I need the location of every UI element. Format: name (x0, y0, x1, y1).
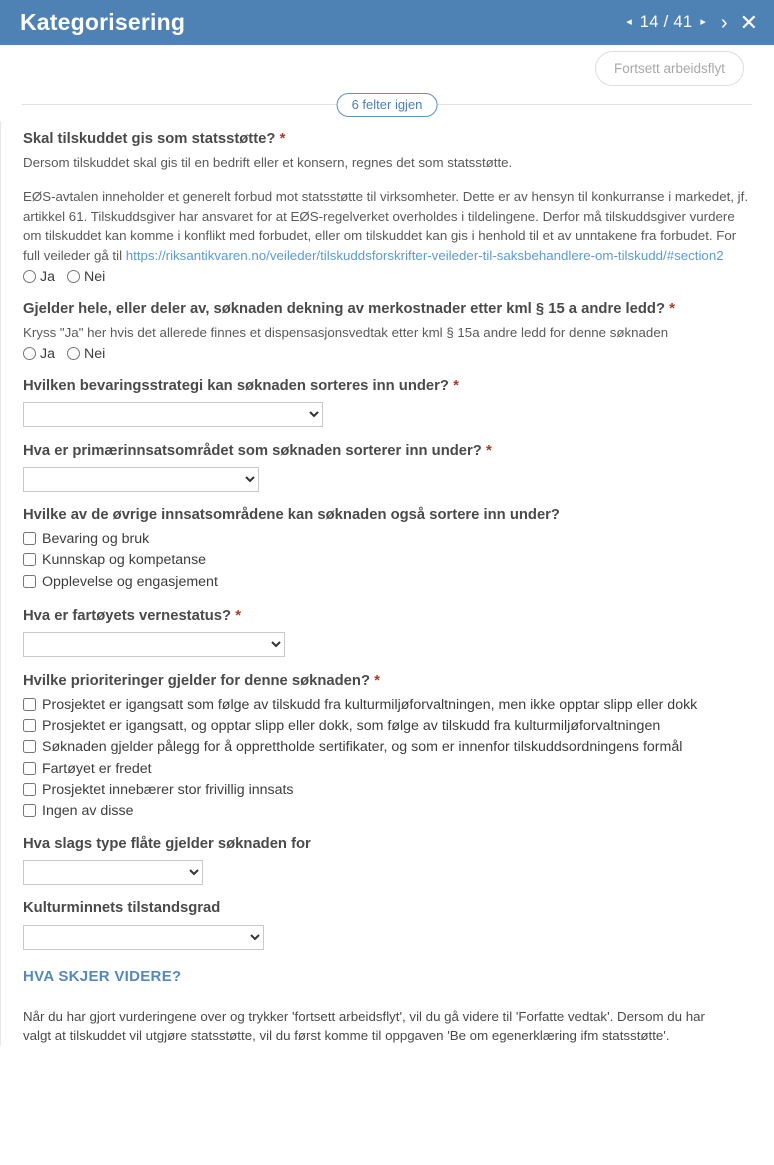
dialog-titlebar (0, 0, 774, 45)
label-text: Hva er primærinnsatsområdet som søknaden sorterer inn under? (23, 442, 482, 459)
field-description-long (23, 187, 752, 266)
field-description-short: Dersom tilskuddet skal gis til en bedrift eller et konsern, regnes det som statsstøtte. (23, 155, 513, 171)
field-label (23, 606, 752, 626)
continue-workflow-button[interactable]: Fortsett arbeidsflyt (595, 51, 744, 86)
label-text: Hva er fartøyets vernestatus? (23, 607, 232, 624)
veileder-link[interactable]: https://riksantikvaren.no/veileder/tilskuddsforskrifter-veileder-til-saksbehandlere-om-tilskudd/#section2 (125, 247, 724, 263)
field-ovrige-innsatsomrader (23, 506, 752, 592)
field-label (23, 441, 752, 461)
description-body: EØS-avtalen inneholder et generelt forbud mot statsstøtte til virksomheter. Dette er av hensyn til konkurranse i markedet, jf. artikkel 61. Tilskuddsgiver har ansvaret for at EØS-regelverket overholdes i tildelingene. Derfor må tilskuddsgiver vurdere om tilskuddet kan komme i konflikt med forbudet, eller om tilskuddet kan gis i henhold til et av unntakene fra forbudet. For full veileder gå til (23, 188, 749, 263)
checkbox-option[interactable] (23, 572, 752, 592)
required-marker: * (453, 376, 459, 394)
radio-option-ja[interactable] (23, 269, 55, 285)
field-flatetype (23, 835, 752, 885)
select-primarinnsatsomrade[interactable] (23, 467, 259, 492)
checkbox-option[interactable] (23, 550, 752, 570)
checkbox-input[interactable] (23, 532, 36, 545)
form-content (0, 121, 774, 1046)
label-text: Hvilke prioriteringer gjelder for denne søknaden? (23, 672, 370, 689)
triangle-right-icon[interactable]: ▸ (700, 16, 706, 28)
checkbox-label: Bevaring og bruk (42, 531, 150, 548)
checkbox-input[interactable] (23, 740, 36, 753)
radio-input-ja[interactable] (23, 347, 36, 360)
checkbox-label: Fartøyet er fredet (42, 760, 152, 777)
record-counter: 14 / 41 (639, 13, 693, 31)
checkbox-input[interactable] (23, 698, 36, 711)
checkbox-input[interactable] (23, 553, 36, 566)
radio-group-statsstotte (23, 269, 752, 285)
field-primarinnsatsomrade (23, 441, 752, 492)
checkbox-option[interactable] (23, 716, 752, 736)
radio-input-nei[interactable] (67, 347, 80, 360)
field-prioriteringer (23, 671, 752, 821)
progress-divider (0, 93, 774, 117)
checkbox-option[interactable] (23, 780, 752, 800)
label-text: Skal tilskuddet gis som statsstøtte? (23, 131, 276, 147)
radio-label-ja: Ja (40, 268, 55, 285)
checkbox-input[interactable] (23, 804, 36, 817)
dialog-toolbar (0, 45, 774, 91)
required-marker: * (279, 130, 286, 147)
checkbox-label: Prosjektet innebærer stor frivillig innsats (42, 781, 294, 798)
radio-input-ja[interactable] (23, 270, 36, 283)
radio-option-nei[interactable] (67, 346, 105, 362)
field-vernestatus (23, 606, 752, 657)
checkbox-input[interactable] (23, 575, 36, 588)
checkbox-label: Prosjektet er igangsatt, og opptar slipp eller dokk, som følge av tilskudd fra kulturmiljøforvaltningen (42, 718, 661, 735)
checkbox-label: Ingen av disse (42, 802, 134, 819)
label-text: Hvilke av de øvrige innsatsområdene kan søknaden også sortere inn under? (23, 506, 560, 523)
checkbox-option[interactable] (23, 695, 752, 715)
label-text: Kulturminnets tilstandsgrad (23, 900, 221, 917)
checkbox-label: Søknaden gjelder pålegg for å opprettholde sertifikater, og som er innenfor tilskuddsordningens formål (42, 739, 683, 756)
field-label (23, 835, 752, 854)
label-text: Gjelder hele, eller deler av, søknaden dekning av merkostnader etter kml § 15 a andre ledd? (23, 300, 666, 317)
select-bevaringsstrategi[interactable] (23, 402, 323, 427)
checkbox-label: Prosjektet er igangsatt som følge av tilskudd fra kulturmiljøforvaltningen, men ikke opptar slipp eller dokk (42, 697, 698, 714)
checkbox-option[interactable] (23, 737, 752, 757)
radio-label-nei: Nei (83, 345, 106, 362)
triangle-left-icon[interactable]: ◂ (626, 16, 632, 28)
required-marker: * (669, 299, 675, 317)
page-title: Kategorisering (20, 9, 186, 35)
field-label (23, 299, 752, 319)
select-flatetype[interactable] (23, 860, 203, 885)
checkbox-input[interactable] (23, 719, 36, 732)
footer-heading: HVA SKJER VIDERE? (23, 967, 182, 985)
radio-label-nei: Nei (83, 268, 106, 285)
field-label (23, 899, 752, 918)
radio-label-ja: Ja (40, 345, 55, 362)
fields-remaining-badge: 6 felter igjen (337, 93, 438, 117)
field-label (23, 506, 752, 525)
checkbox-option[interactable] (23, 801, 752, 821)
label-text: Hvilken bevaringsstrategi kan søknaden sorteres inn under? (23, 377, 449, 394)
field-merkostnader (23, 299, 752, 362)
footer-text: Når du har gjort vurderingene over og trykker 'fortsett arbeidsflyt', vil du gå videre til 'Forfatte vedtak'. Dersom du har valgt at tilskuddet vil utgjøre statsstøtte, vil du først komme til oppgaven 'Be om egenerklæring ifm statsstøtte'. (23, 1008, 705, 1044)
checkbox-option[interactable] (23, 759, 752, 779)
field-label (23, 376, 752, 396)
record-navigation (625, 13, 707, 32)
required-marker: * (485, 441, 492, 459)
radio-option-ja[interactable] (23, 346, 55, 362)
required-marker: * (374, 671, 380, 689)
field-bevaringsstrategi (23, 376, 752, 427)
field-statsstotte (23, 129, 752, 285)
field-description: Kryss "Ja" her hvis det allerede finnes et dispensasjonsvedtak etter kml § 15a andre ledd for denne søknaden (23, 324, 669, 340)
field-tilstandsgrad (23, 899, 752, 949)
radio-group-merkostnader (23, 346, 752, 362)
checkbox-label: Kunnskap og kompetanse (42, 552, 207, 569)
chevron-right-icon[interactable]: › (720, 11, 728, 34)
label-text: Hva slags type flåte gjelder søknaden for (23, 836, 311, 853)
checkbox-label: Opplevelse og engasjement (42, 573, 218, 590)
radio-option-nei[interactable] (67, 269, 105, 285)
select-tilstandsgrad[interactable] (23, 925, 264, 950)
field-label (23, 671, 752, 691)
checkbox-input[interactable] (23, 783, 36, 796)
required-marker: * (235, 606, 242, 624)
field-label (23, 129, 752, 149)
close-icon[interactable]: ✕ (739, 9, 758, 35)
select-vernestatus[interactable] (23, 632, 285, 657)
radio-input-nei[interactable] (67, 270, 80, 283)
checkbox-option[interactable] (23, 529, 752, 549)
checkbox-input[interactable] (23, 762, 36, 775)
